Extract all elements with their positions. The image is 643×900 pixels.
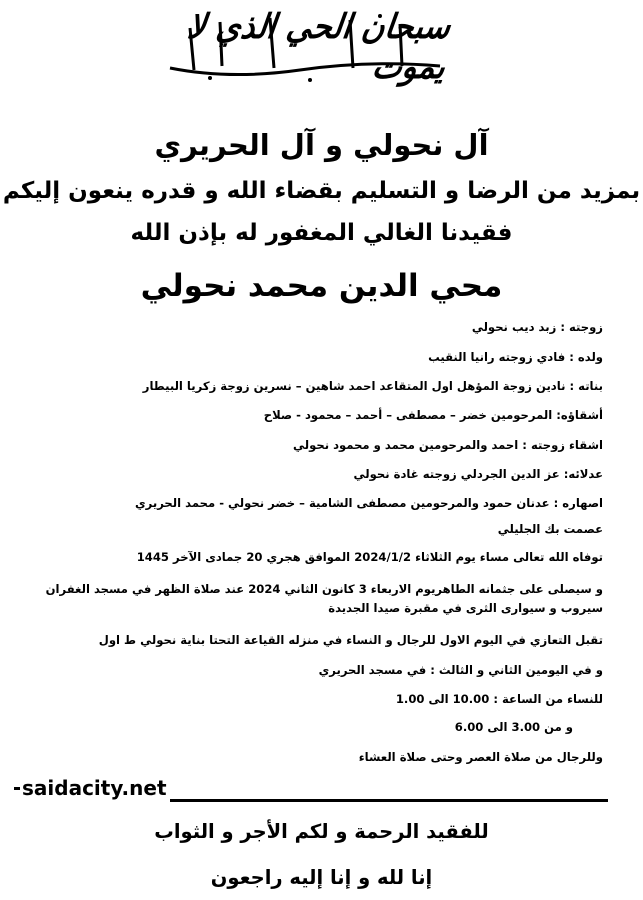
announcement-line-1: بمزيد من الرضا و التسليم بقضاء الله و قدره ينعون إليكم xyxy=(2,178,641,204)
detail-daughters: بناته : نادين زوجة المؤهل اول المتقاعد احمد شاهين – نسرين زوجة زكريا البيطار xyxy=(142,379,603,393)
divider-left xyxy=(14,787,20,790)
detail-wife: زوجته : زبد ديب نحولي xyxy=(471,320,603,334)
calligraphy-text: سبحان الحي الذي لا يموت xyxy=(185,7,453,87)
announcement-line-2: فقيدنا الغالي المغفور له بإذن الله xyxy=(130,220,513,246)
detail-in-laws: عدلائه: عز الدين الجردلي زوجته غادة نحولي xyxy=(353,467,603,481)
footer-prayer-2: إنا لله و إنا إليه راجعون xyxy=(210,866,433,889)
source-site: saidacity.net xyxy=(22,776,167,800)
detail-relatives: اصهاره : عدنان حمود والمرحومين مصطفى الشامية – خضر نحولي - محمد الحريري xyxy=(135,496,603,510)
detail-son: ولده : فادي زوجته رانيا النقيب xyxy=(428,350,603,364)
calligraphy-header xyxy=(150,8,460,86)
detail-men-hours: وللرجال من صلاة العصر وحتى صلاة العشاء xyxy=(358,750,603,764)
detail-condolences-2: و في اليومين الثاني و الثالث : في مسجد الحريري xyxy=(318,663,603,677)
detail-wife-brothers: اشقاء زوجته : احمد والمرحومين محمد و محمود نحولي xyxy=(292,438,603,452)
detail-funeral: و سيصلى على جثمانه الطاهريوم الاربعاء 3 كانون الثاني 2024 عند صلاة الظهر في مسجد الغفران سيروب و سيوارى الثرى في مقبرة صيدا الجديدة xyxy=(45,582,603,615)
deceased-name: محي الدين محمد نحولي xyxy=(140,268,503,304)
detail-death-date: توفاه الله تعالى مساء يوم الثلاثاء 2024/1/2 الموافق هجري 20 جمادى الآخر 1445 xyxy=(136,550,603,564)
detail-brothers: أشقاؤه: المرحومين خضر – مصطفى – أحمد – محمود - صلاح xyxy=(263,408,603,422)
footer-prayer-1: للفقيد الرحمة و لكم الأجر و الثواب xyxy=(154,820,489,843)
divider-right xyxy=(170,799,608,802)
detail-condolences: تقبل التعازي في اليوم الاول للرجال و النساء في منزله القياعة التحتا بناية نحولي ط اول xyxy=(98,633,603,647)
family-heading: آل نحولي و آل الحريري xyxy=(154,128,489,162)
detail-women-hours: للنساء من الساعة : 10.00 الى 1.00 xyxy=(395,692,603,706)
detail-relatives-cont: عصمت بك الجليلي xyxy=(497,522,603,536)
detail-women-hours-2: و من 3.00 الى 6.00 xyxy=(454,720,573,734)
